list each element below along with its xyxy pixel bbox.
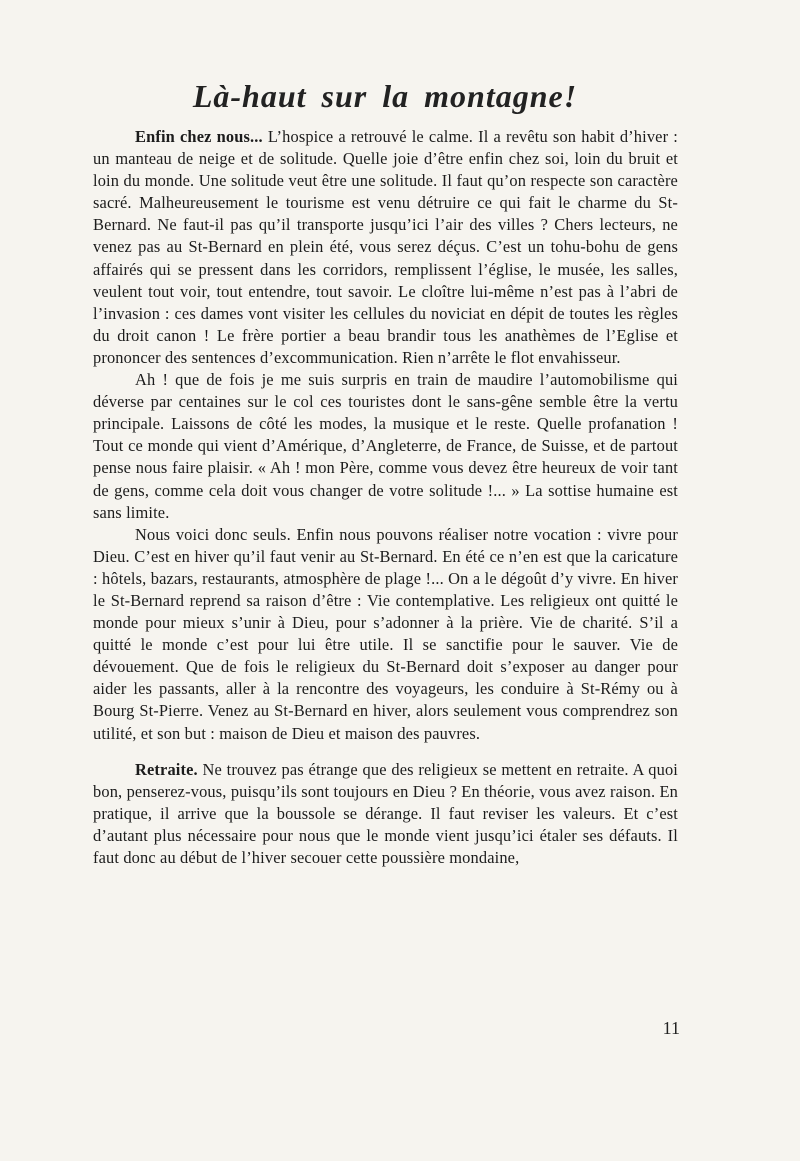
paragraph-text: Nous voici donc seuls. Enfin nous pouvons réaliser notre vocation : vivre pour Dieu. C’est en hiver qu’il faut venir au St-Bernard. En été ce n’en est que la caricature : hôtels, bazars, restaurants, atmosphère de plage !... On a le dégoût d’y vivre. En hiver le St-Bernard reprend sa raison d’être : Vie contemplative. Les religieux ont quitté le monde pour mieux s’unir à Dieu, pour s’adonner à la prière. Vie de charité. S’il a quitté le monde c’est pour lui être utile. Il se sanctifie pour le sauver. Vie de dévouement. Que de fois le religieux du St-Bernard doit s’exposer au danger pour aider les passants, aller à la rencontre des voyageurs, les conduire à St-Rémy ou à Bourg St-Pierre. Venez au St-Bernard en hiver, alors seulement vous comprendrez son utilité, et son but : maison de Dieu et maison des pauvres. [93, 524, 678, 743]
paragraph-text: Ne trouvez pas étrange que des religieux se mettent en retraite. A quoi bon, penserez-vous, puisqu’ils sont toujours en Dieu ? En théorie, vous avez raison. En pratique, il arrive que la boussole se dérange. Il faut reviser les valeurs. Et c’est d’autant plus nécessaire pour nous que le monde vient jusqu’ici étaler ses défauts. Il faut donc au début de l’hiver secouer cette poussière mondaine, [93, 759, 678, 867]
paragraph-retraite [93, 759, 678, 869]
paragraph-nous-voici-seuls [93, 524, 678, 745]
paragraph-text: Ah ! que de fois je me suis surpris en train de maudire l’automobilisme qui déverse par centaines sur le col ces touristes dont le sans-gêne semble être la vertu principale. Laissons de côté les modes, la musique et le reste. Quelle profanation ! Tout ce monde qui vient d’Amérique, d’Angleterre, de France, de Suisse, et de partout pense nous faire plaisir. « Ah ! mon Père, comme vous devez être heureux de voir tant de gens, comme cela doit vous changer de votre solitude !... » La sottise humaine est sans limite. [93, 370, 678, 522]
paragraph-text: L’hospice a retrouvé le calme. Il a revêtu son habit d’hiver : un manteau de neige et de solitude. Quelle joie d’être enfin chez soi, loin du bruit et loin du monde. Une solitude veut être une solitude. Il faut qu’on respecte son caractère sacré. Malheureusement le tourisme est venu détruire ce qui fait le charme du St-Bernard. Ne faut-il pas qu’il transporte jusqu’ici l’air des villes ? Chers lecteurs, ne venez pas au St-Bernard en plein été, vous serez déçus. C’est un tohu-bohu de gens affairés qui se pressent dans les corridors, remplissent l’église, le musée, les salles, veulent tout voir, tout entendre, tout savoir. Le cloître lui-même n’est pas à l’abri de l’invasion : ces dames vont visiter les cellules du noviciat en dépit de toutes les règles du droit canon ! Le frère portier a beau brandir tous les anathèmes de l’Eglise et prononcer des sentences d’excommunication. Rien n’arrête le flot envahisseur. [93, 127, 678, 367]
paragraph-automobilisme [93, 369, 678, 524]
paragraph-lead: Enfin chez nous... [135, 127, 263, 146]
article-body [93, 126, 678, 869]
paragraph-lead: Retraite. [135, 759, 198, 779]
page-number: 11 [662, 1018, 680, 1038]
paragraph-enfin-chez-nous [93, 126, 678, 369]
article-title: Là-haut sur la montagne! [192, 78, 578, 114]
